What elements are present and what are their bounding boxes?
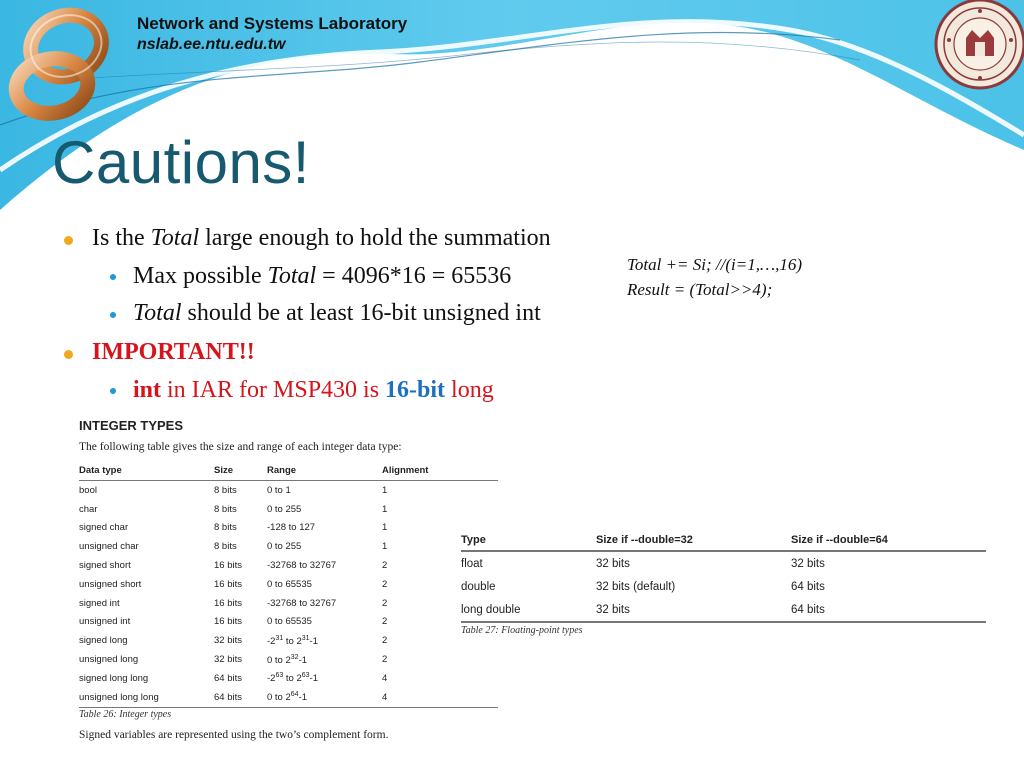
table-row bbox=[79, 519, 498, 538]
bullet-total-large-enough bbox=[92, 225, 551, 252]
exponent: 31 bbox=[275, 634, 284, 642]
range-text: 0 to 2 bbox=[267, 692, 291, 704]
table-cell: 4 bbox=[382, 672, 388, 684]
table-cell: 32 bits bbox=[596, 598, 791, 622]
table-cell: 2 bbox=[382, 616, 388, 628]
sub-bullet-dot-icon bbox=[110, 388, 116, 394]
range-text: -1 bbox=[298, 654, 308, 666]
table-row bbox=[461, 551, 986, 575]
table-cell bbox=[267, 631, 382, 650]
sub-bullet-16bit bbox=[133, 300, 541, 327]
integer-table-caption: Table 26: Integer types bbox=[79, 709, 172, 720]
table-cell: 64 bits bbox=[791, 580, 825, 593]
table-header-row bbox=[79, 461, 498, 481]
table-cell: 8 bits bbox=[214, 503, 237, 515]
range-text: 0 to 2 bbox=[267, 654, 291, 666]
table-cell: unsigned int bbox=[79, 616, 131, 628]
table-cell: bool bbox=[79, 484, 97, 496]
table-cell: -32768 to 32767 bbox=[267, 597, 337, 609]
table-cell: long double bbox=[461, 598, 596, 622]
table-cell: 0 to 65535 bbox=[267, 616, 312, 628]
bullet-dot-icon bbox=[64, 350, 73, 359]
table-cell: 1 bbox=[382, 503, 388, 515]
table-cell: 2 bbox=[382, 578, 388, 590]
range-text: -1 bbox=[298, 692, 308, 704]
table-cell: signed short bbox=[79, 560, 131, 572]
university-seal bbox=[936, 0, 1024, 88]
table-cell: 8 bits bbox=[214, 541, 237, 553]
bullet-text: long bbox=[445, 377, 494, 403]
range-text: -2 bbox=[267, 635, 276, 647]
exponent: 64 bbox=[290, 691, 299, 699]
exponent: 63 bbox=[275, 672, 284, 680]
table-cell: -128 to 127 bbox=[267, 522, 316, 534]
exponent: 31 bbox=[301, 634, 310, 642]
table-row bbox=[79, 575, 498, 594]
integer-types-intro: The following table gives the size and range of each integer data type: bbox=[79, 441, 402, 453]
bullet-text: = 4096*16 = 65536 bbox=[316, 263, 512, 289]
slide-title: Cautions! bbox=[52, 129, 310, 196]
table-cell: 8 bits bbox=[214, 484, 237, 496]
table-cell: unsigned char bbox=[79, 541, 139, 553]
table-cell: 32 bits (default) bbox=[596, 580, 676, 593]
table-cell: -32768 to 32767 bbox=[267, 560, 337, 572]
table-cell: 2 bbox=[382, 654, 388, 666]
table-cell bbox=[267, 669, 382, 688]
range-text: to 2 bbox=[283, 635, 302, 647]
table-cell: 1 bbox=[382, 484, 388, 496]
table-cell: 0 to 1 bbox=[267, 484, 291, 496]
float-types-table bbox=[461, 529, 986, 623]
table-row bbox=[79, 500, 498, 519]
keyword-int: int bbox=[133, 377, 162, 403]
table-row bbox=[461, 598, 986, 622]
table-cell: 8 bits bbox=[214, 522, 237, 534]
table-cell bbox=[267, 650, 382, 669]
column-header: Data type bbox=[79, 461, 214, 481]
table-cell: unsigned long long bbox=[79, 688, 214, 707]
column-header: Alignment bbox=[382, 461, 498, 481]
table-cell: unsigned short bbox=[79, 578, 142, 590]
table-cell: 32 bits bbox=[596, 557, 630, 570]
bullet-text: should be at least 16-bit unsigned int bbox=[181, 300, 541, 326]
table-cell: 32 bits bbox=[214, 635, 242, 647]
range-text: -1 bbox=[309, 635, 318, 647]
column-header: Size if --double=64 bbox=[791, 529, 986, 551]
code-line-2: Result = (Total>>4); bbox=[627, 280, 773, 299]
range-text: to 2 bbox=[283, 673, 302, 685]
sub-bullet-dot-icon bbox=[110, 312, 116, 318]
table-row bbox=[79, 650, 498, 669]
table-cell: 2 bbox=[382, 597, 388, 609]
lab-url: nslab.ee.ntu.edu.tw bbox=[137, 36, 286, 53]
table-cell: 32 bits bbox=[791, 557, 825, 570]
bullet-text: large enough to hold the summation bbox=[199, 225, 551, 251]
lab-name: Network and Systems Laboratory bbox=[137, 14, 408, 33]
table-cell: 0 to 255 bbox=[267, 503, 302, 515]
table-cell: signed long bbox=[79, 635, 128, 647]
column-header: Size if --double=32 bbox=[596, 529, 791, 551]
range-text: -2 bbox=[267, 673, 276, 685]
column-header: Range bbox=[267, 461, 382, 481]
table-cell: 0 to 65535 bbox=[267, 578, 312, 590]
code-line-1: Total += Si; //(i=1,…,16) bbox=[627, 255, 802, 274]
table-cell: char bbox=[79, 503, 98, 515]
float-table-caption: Table 27: Floating-point types bbox=[461, 625, 583, 636]
bullet-important: IMPORTANT!! bbox=[92, 339, 255, 365]
column-header: Size bbox=[214, 461, 267, 481]
table-cell: 64 bits bbox=[214, 672, 242, 684]
bullet-text: Max possible bbox=[133, 263, 268, 289]
integer-types-body bbox=[79, 481, 498, 708]
exponent: 32 bbox=[290, 653, 299, 661]
table-row bbox=[79, 688, 498, 707]
float-types-body bbox=[461, 551, 986, 622]
integer-types-table bbox=[79, 461, 498, 708]
bullet-dot-icon bbox=[64, 236, 73, 245]
bit-width-highlight: 16-bit bbox=[385, 377, 446, 403]
table-header-row bbox=[461, 529, 986, 551]
table-row bbox=[79, 481, 498, 500]
table-cell: 16 bits bbox=[214, 616, 242, 628]
table-cell: signed int bbox=[79, 597, 120, 609]
bullet-text: in IAR for MSP430 is bbox=[161, 377, 386, 403]
range-text: -1 bbox=[309, 673, 318, 685]
table-row bbox=[461, 575, 986, 598]
bullet-emphasis: Total bbox=[267, 263, 317, 289]
table-cell: 64 bits bbox=[791, 598, 986, 622]
table-cell: 4 bbox=[382, 688, 498, 707]
table-row bbox=[79, 556, 498, 575]
table-cell: 2 bbox=[382, 635, 388, 647]
twos-complement-note: Signed variables are represented using the two’s complement form. bbox=[79, 729, 389, 741]
table-cell: float bbox=[461, 557, 483, 570]
table-row bbox=[79, 613, 498, 632]
integer-types-heading: INTEGER TYPES bbox=[79, 418, 184, 433]
table-cell: 0 to 255 bbox=[267, 541, 302, 553]
table-cell bbox=[267, 688, 382, 707]
table-cell: double bbox=[461, 580, 496, 593]
sub-bullet-max-total bbox=[133, 263, 511, 290]
table-row bbox=[79, 594, 498, 613]
table-cell: 16 bits bbox=[214, 597, 242, 609]
table-row bbox=[79, 537, 498, 556]
table-cell: 1 bbox=[382, 541, 388, 553]
table-cell: signed char bbox=[79, 522, 129, 534]
column-header: Type bbox=[461, 529, 596, 551]
sub-bullet-int-iar bbox=[133, 377, 494, 404]
bullet-emphasis: Total bbox=[150, 225, 200, 251]
table-cell: 64 bits bbox=[214, 688, 267, 707]
exponent: 63 bbox=[301, 672, 310, 680]
table-cell: unsigned long bbox=[79, 654, 139, 666]
bullet-emphasis: Total bbox=[133, 300, 182, 326]
table-row bbox=[79, 669, 498, 688]
table-cell: signed long long bbox=[79, 672, 149, 684]
table-cell: 16 bits bbox=[214, 578, 242, 590]
table-row bbox=[79, 631, 498, 650]
table-cell: 16 bits bbox=[214, 560, 242, 572]
table-cell: 1 bbox=[382, 522, 388, 534]
bullet-text: Is the bbox=[92, 225, 151, 251]
sub-bullet-dot-icon bbox=[110, 274, 116, 280]
table-cell: 32 bits bbox=[214, 654, 242, 666]
table-cell: 2 bbox=[382, 560, 388, 572]
